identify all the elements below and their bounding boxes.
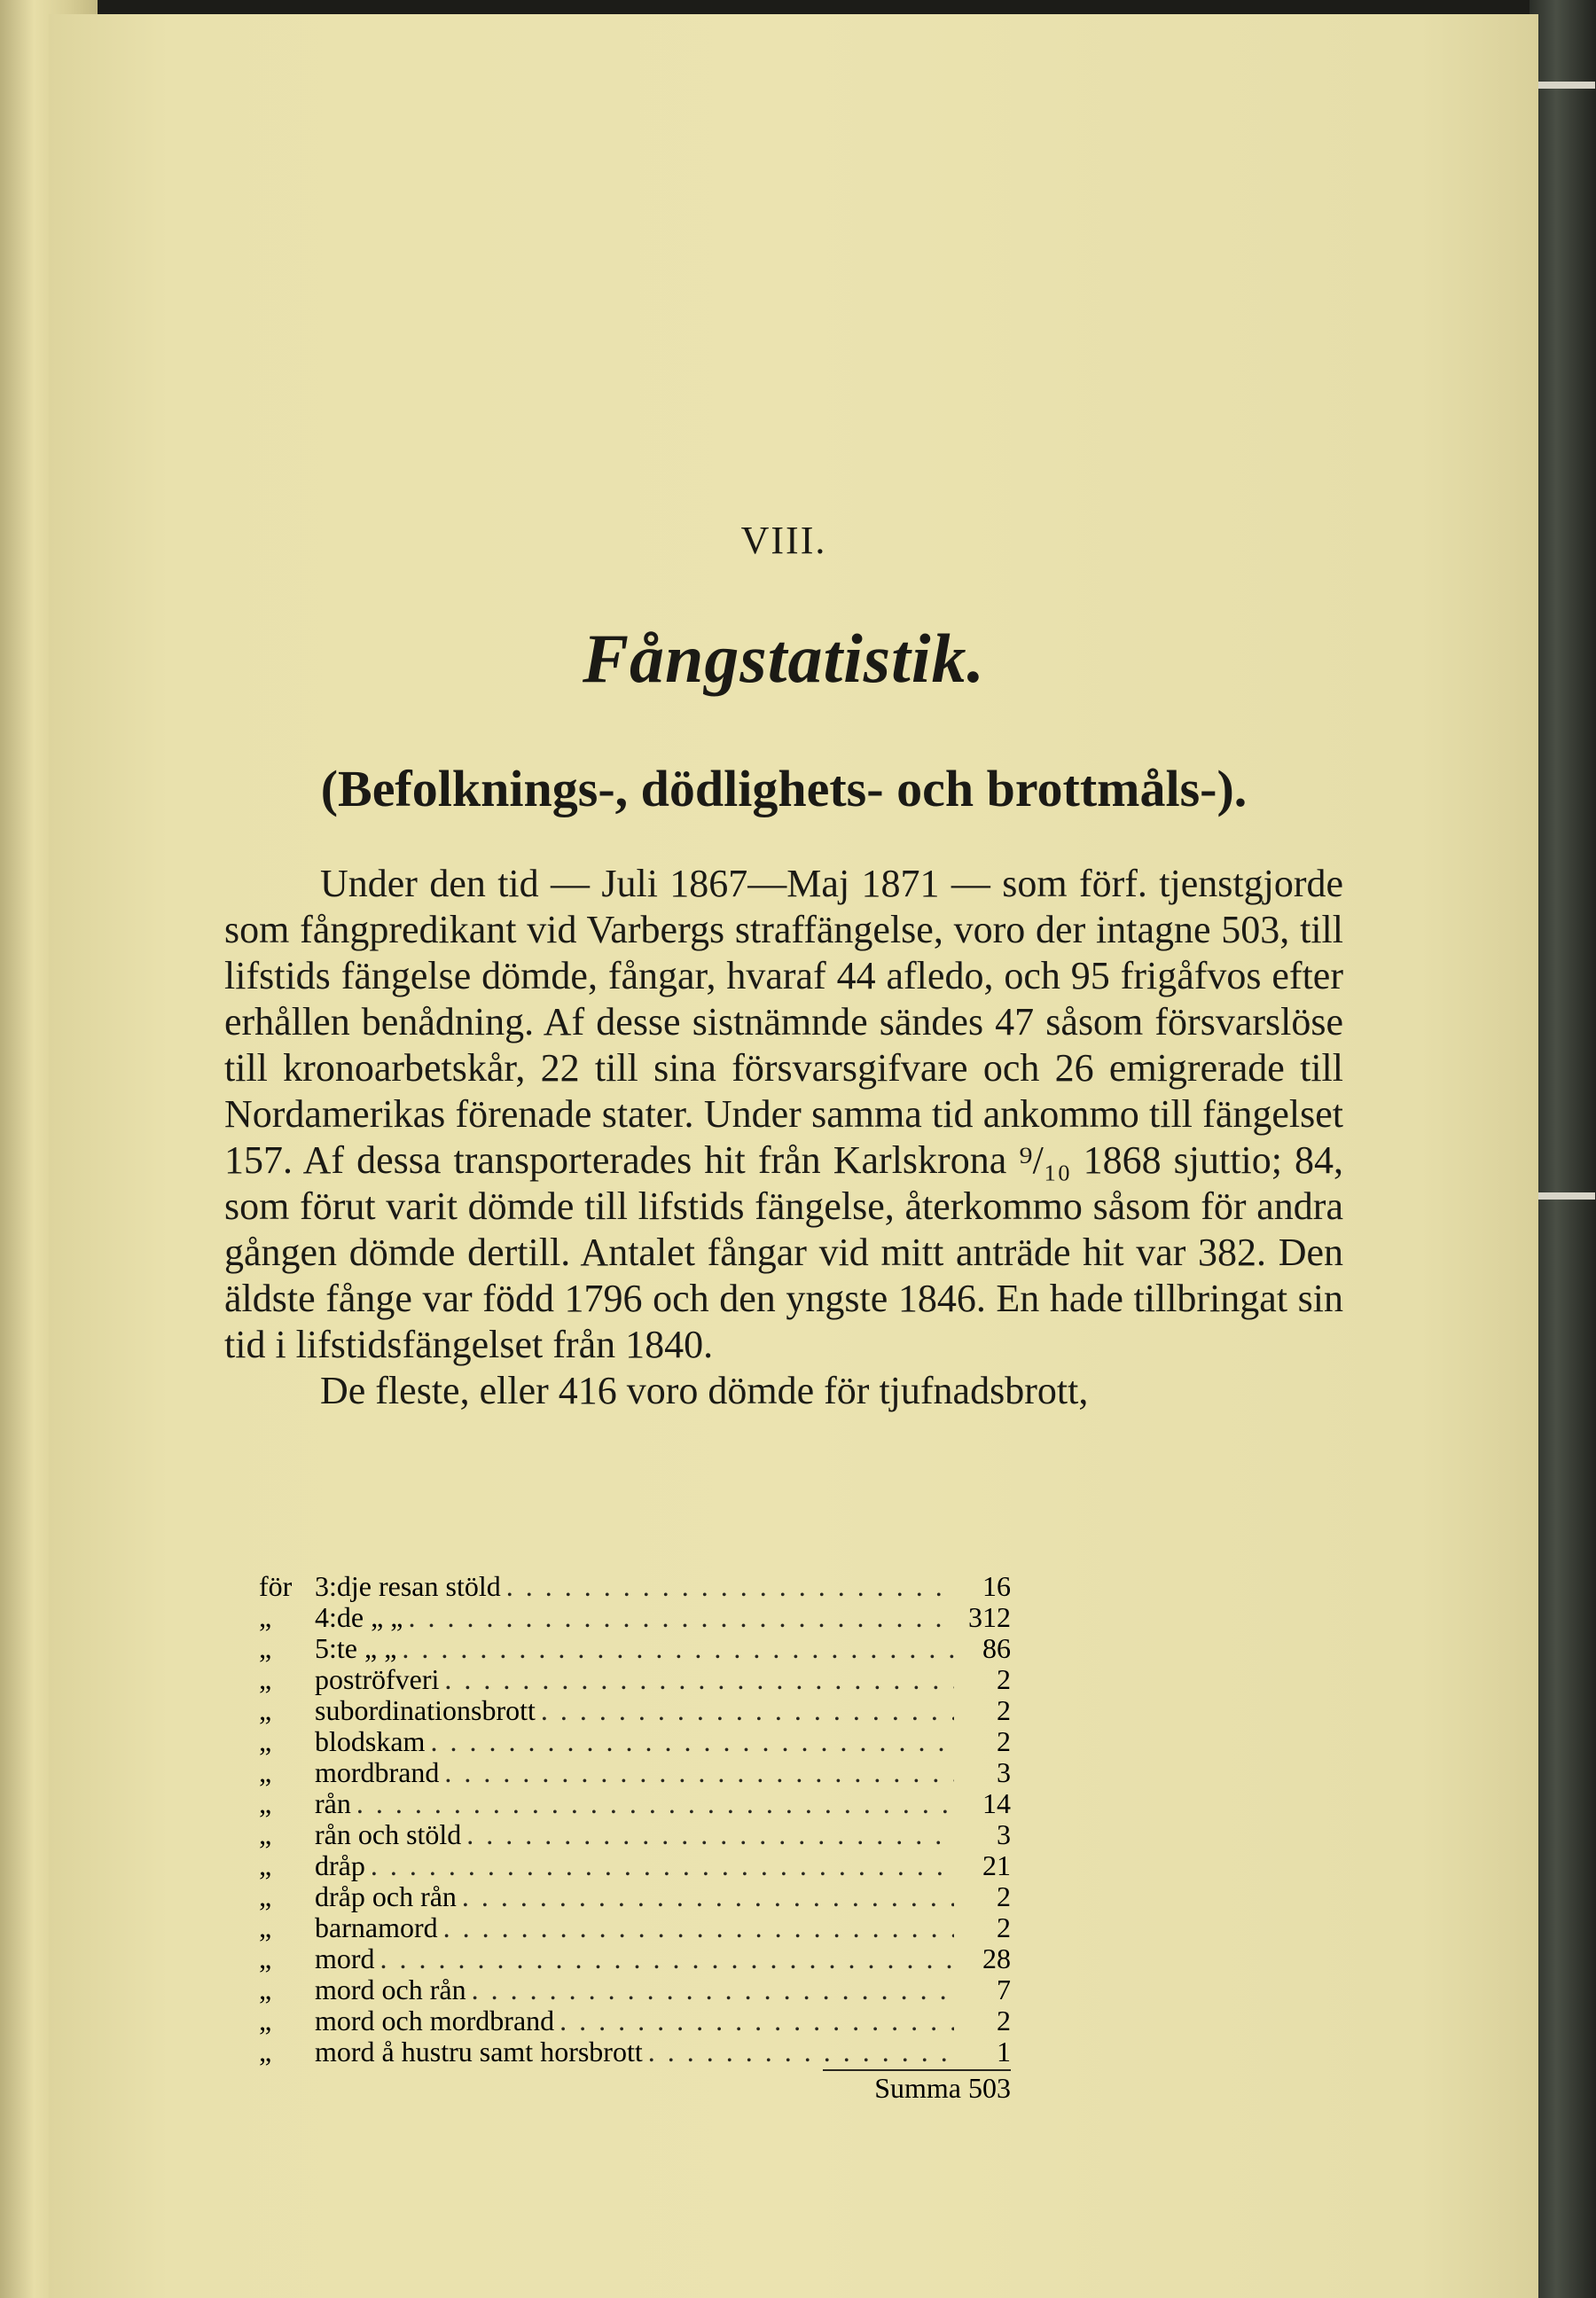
- table-row: [259, 1695, 1011, 1726]
- row-prefix: „: [259, 1633, 272, 1664]
- dot-leader: [506, 1571, 954, 1602]
- total-row: [259, 2069, 1011, 2104]
- body-text: [224, 861, 1343, 1414]
- table-row: [259, 1757, 1011, 1788]
- row-prefix: „: [259, 2036, 272, 2067]
- crime-label: mordbrand: [315, 1757, 440, 1788]
- row-prefix: „: [259, 1819, 272, 1850]
- crime-count: 2: [997, 1726, 1011, 1757]
- binding-edge: [1533, 1192, 1595, 1200]
- crime-count: 312: [968, 1602, 1011, 1633]
- crime-count: 16: [982, 1571, 1011, 1602]
- crime-table: [259, 1571, 1011, 2104]
- table-row: [259, 1974, 1011, 2005]
- crime-label: subordinationsbrott: [315, 1695, 536, 1726]
- crime-count: 2: [997, 2005, 1011, 2036]
- dot-leader: [430, 1726, 954, 1757]
- crime-count: 86: [982, 1633, 1011, 1664]
- dot-leader: [559, 2005, 954, 2036]
- total-value: 503: [968, 2072, 1011, 2104]
- crime-label: mord och rån: [315, 1974, 466, 2005]
- row-prefix: „: [259, 1912, 272, 1943]
- crime-label: rån och stöld: [315, 1819, 462, 1850]
- dot-leader: [541, 1695, 954, 1726]
- crime-count: 3: [997, 1819, 1011, 1850]
- row-prefix: „: [259, 1757, 272, 1788]
- crime-label: barnamord: [315, 1912, 438, 1943]
- table-row: [259, 1819, 1011, 1850]
- row-prefix: „: [259, 1943, 272, 1974]
- row-prefix: „: [259, 2005, 272, 2036]
- dot-leader: [402, 1633, 954, 1664]
- crime-count: 2: [997, 1881, 1011, 1912]
- crime-count: 7: [997, 1974, 1011, 2005]
- crime-label: rån: [315, 1788, 351, 1819]
- dot-leader: [380, 1943, 954, 1974]
- dot-leader: [371, 1850, 954, 1881]
- dot-leader: [409, 1602, 955, 1633]
- table-row: [259, 1850, 1011, 1881]
- crime-count: 2: [997, 1695, 1011, 1726]
- crime-count: 2: [997, 1912, 1011, 1943]
- table-row: [259, 1912, 1011, 1943]
- table-row: [259, 2036, 1011, 2067]
- total-cell: [823, 2069, 1011, 2104]
- crime-label: mord: [315, 1943, 375, 1974]
- book-page: [49, 14, 1538, 2298]
- crime-label: dråp: [315, 1850, 365, 1881]
- crime-label: poströfveri: [315, 1664, 440, 1695]
- table-row: [259, 1726, 1011, 1757]
- dot-leader: [443, 1912, 954, 1943]
- crime-label: mord och mordbrand: [315, 2005, 555, 2036]
- row-prefix: „: [259, 1788, 272, 1819]
- table-row: [259, 1881, 1011, 1912]
- paragraph: Under den tid — Juli 1867—Maj 1871 — som förf. tjenstgjorde som fångpredikant vid Varbergs straffängelse, voro der intagne 503, till lifstids fängelse dömde, fångar, hvaraf 44 afledo, och 95 frigåfvos efter erhållen benådning. Af desse sistnämnde sändes 47 såsom försvarslöse till kronoarbetskår, 22 till sina försvarsgifvare och 26 emigrerade till Nordamerikas förenade stater. Under samma tid ankommo till fängelset 157. Af dessa transporterades hit från Karlskrona ⁹/₁₀ 1868 sjuttio; 84, som förut varit dömde till lifstids fängelse, återkommo såsom för andra gången dömde dertill. Antalet fångar vid mitt anträde hit var 382. Den äldste fånge var född 1796 och den yngste 1846. En hade tillbringat sin tid i lifstidsfängelset från 1840.: [224, 862, 1343, 1366]
- table-row: [259, 1788, 1011, 1819]
- row-prefix: „: [259, 1726, 272, 1757]
- crime-count: 1: [997, 2036, 1011, 2067]
- dot-leader: [444, 1757, 954, 1788]
- row-prefix: „: [259, 1602, 272, 1633]
- row-prefix: „: [259, 1974, 272, 2005]
- row-prefix: „: [259, 1664, 272, 1695]
- crime-label: 4:de „ „: [315, 1602, 403, 1633]
- table-row: [259, 2005, 1011, 2036]
- dot-leader: [444, 1664, 954, 1695]
- paragraph: De fleste, eller 416 voro dömde för tjufnadsbrott,: [320, 1369, 1089, 1412]
- dot-leader: [462, 1881, 954, 1912]
- table-row: [259, 1943, 1011, 1974]
- chapter-number: VIII.: [740, 519, 827, 562]
- crime-label: 3:dje resan stöld: [315, 1571, 501, 1602]
- crime-label: mord å hustru samt horsbrott: [315, 2036, 643, 2067]
- crime-count: 3: [997, 1757, 1011, 1788]
- total-label: Summa: [874, 2072, 961, 2104]
- row-prefix: „: [259, 1850, 272, 1881]
- dot-leader: [466, 1819, 954, 1850]
- crime-count: 21: [982, 1850, 1011, 1881]
- crime-count: 14: [982, 1788, 1011, 1819]
- dot-leader: [472, 1974, 954, 2005]
- crime-count: 2: [997, 1664, 1011, 1695]
- table-row: [259, 1664, 1011, 1695]
- chapter-title: Fångstatistik.: [583, 620, 985, 697]
- chapter-subtitle: (Befolknings-, dödlighets- och brottmåls-).: [320, 760, 1248, 817]
- book-binding: [1530, 0, 1596, 2298]
- dot-leader: [648, 2036, 954, 2067]
- row-prefix: för: [259, 1571, 293, 1602]
- row-prefix: „: [259, 1881, 272, 1912]
- crime-label: dråp och rån: [315, 1881, 457, 1912]
- dot-leader: [356, 1788, 954, 1819]
- table-row: [259, 1633, 1011, 1664]
- row-prefix: „: [259, 1695, 272, 1726]
- crime-label: 5:te „ „: [315, 1633, 397, 1664]
- table-row: [259, 1571, 1011, 1602]
- table-row: [259, 1602, 1011, 1633]
- binding-edge: [1533, 82, 1595, 89]
- crime-count: 28: [982, 1943, 1011, 1974]
- crime-label: blodskam: [315, 1726, 426, 1757]
